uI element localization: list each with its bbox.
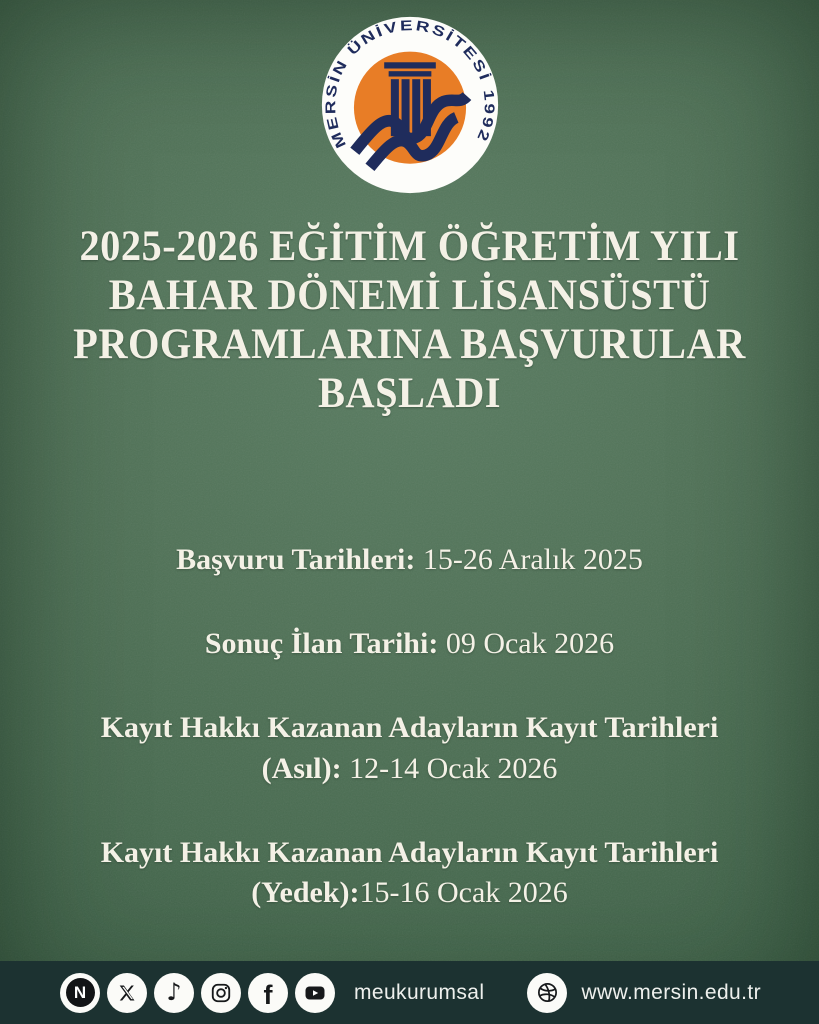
- application-dates-item: [30, 540, 789, 580]
- title-line-1: 2025-2026 EĞİTİM ÖĞRETİM YILI: [79, 223, 740, 270]
- registration-reserve-value: 15-16 Ocak 2026: [359, 875, 568, 909]
- instagram-icon: [201, 973, 241, 1013]
- title-line-2: BAHAR DÖNEMİ LİSANSÜSTÜ: [108, 272, 711, 320]
- application-dates-label: Başvuru Tarihleri:: [176, 543, 423, 576]
- social-icons-group: [60, 973, 484, 1013]
- university-logo: [321, 16, 499, 194]
- tiktok-icon: [154, 973, 194, 1013]
- footer-bar: [0, 961, 819, 1024]
- website-group: [527, 973, 761, 1013]
- registration-main-label: Kayıt Hakkı Kazanan Adayların Kayıt Tarihleri: [100, 711, 719, 745]
- facebook-icon: [248, 973, 288, 1013]
- youtube-icon: [295, 973, 335, 1013]
- title-line-3: PROGRAMLARINA BAŞVURULAR: [73, 321, 746, 369]
- registration-main-item: [30, 708, 789, 788]
- social-handle: meukurumsal: [354, 980, 485, 1004]
- application-dates-value: 15-26 Aralık 2025: [422, 543, 643, 576]
- registration-main-value: 12-14 Ocak 2026: [349, 751, 558, 785]
- nsosyal-icon: [60, 973, 100, 1013]
- nsosyal-letter: N: [73, 982, 87, 1002]
- announcement-title: [25, 222, 795, 418]
- registration-reserve-label: Kayıt Hakkı Kazanan Adayların Kayıt Tarihleri: [100, 835, 719, 869]
- title-line-4: BAŞLADI: [317, 370, 501, 418]
- registration-main-sublabel: (Asıl):: [261, 751, 350, 785]
- result-date-item: [30, 624, 789, 664]
- website-globe-icon: [527, 973, 567, 1013]
- x-twitter-icon: [107, 973, 147, 1013]
- registration-reserve-item: [30, 833, 789, 913]
- result-date-value: 09 Ocak 2026: [445, 627, 615, 661]
- website-url: www.mersin.edu.tr: [581, 980, 761, 1004]
- result-date-label: Sonuç İlan Tarihi:: [204, 627, 446, 661]
- registration-reserve-sublabel: (Yedek):: [251, 875, 360, 909]
- facebook-letter: f: [263, 980, 273, 1010]
- tiktok-note-glyph: ♪: [166, 977, 182, 1006]
- logo-ring-text: MERSİN ÜNİVERSİTESİ 1992: [322, 18, 497, 151]
- schedule-section: [0, 540, 819, 913]
